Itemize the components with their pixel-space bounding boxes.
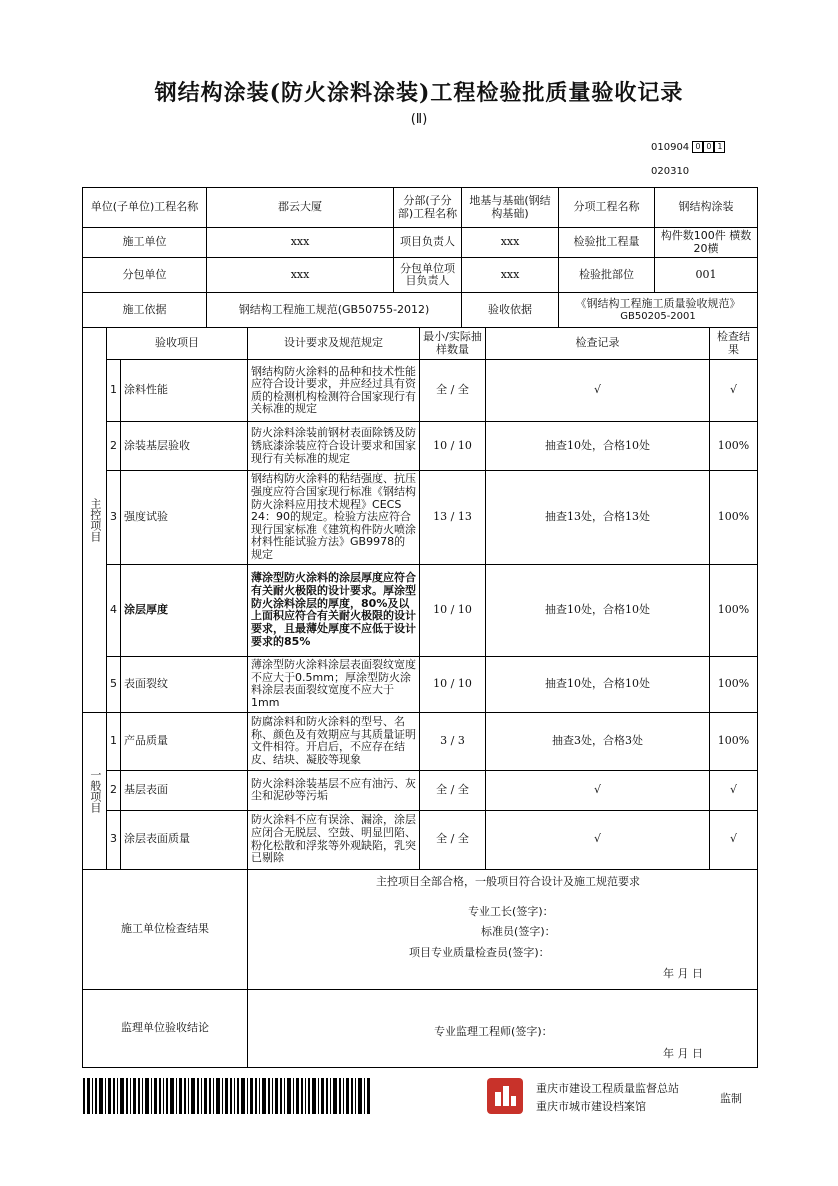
construct-label: 施工单位 — [83, 228, 207, 258]
batch-code — [651, 141, 725, 153]
item-name: 涂料性能 — [121, 360, 248, 422]
item-name: 基层表面 — [121, 770, 248, 810]
unit-label: 单位(子单位)工程名称 — [83, 188, 207, 228]
col-req: 设计要求及规范规定 — [248, 328, 420, 360]
supervision-date: 年 月 日 — [663, 1046, 704, 1060]
part-label: 检验批部位 — [559, 258, 655, 293]
item-result: √ — [710, 360, 758, 422]
item-result: 100% — [710, 712, 758, 770]
item-result: 100% — [710, 422, 758, 471]
item-req: 防腐涂料和防火涂料的型号、名称、颜色及有效期应与其质量证明文件相符。开启后，不应存在结皮、结块、凝胶等现象 — [248, 712, 420, 770]
item-sample: 13 / 13 — [420, 471, 486, 564]
item-sample: 全 / 全 — [420, 360, 486, 422]
item-no: 1 — [107, 712, 121, 770]
item-name: 表面裂纹 — [121, 656, 248, 712]
col-item: 验收项目 — [107, 328, 248, 360]
item-req: 钢结构防火涂料的粘结强度、抗压强度应符合国家现行标准《钢结构防火涂料应用技术规程》CECS 24：90的规定。检验方法应符合现行国家标准《建筑构件防火喷涂材料性能试验方法》GB9978的规定 — [248, 471, 420, 564]
document-subtitle: (Ⅱ) — [410, 112, 428, 127]
construct-value: xxx — [207, 228, 394, 258]
item-record: 抽查10处，合格10处 — [486, 656, 710, 712]
item-no: 3 — [107, 471, 121, 564]
item-sample: 全 / 全 — [420, 770, 486, 810]
footer-mark: 监制 — [720, 1092, 742, 1105]
accept-basis-line2: GB50205-2001 — [620, 310, 696, 322]
footer-org-name-2: 重庆市城市建设档案馆 — [536, 1100, 646, 1113]
item-record: √ — [486, 810, 710, 869]
item-sample: 3 / 3 — [420, 712, 486, 770]
org-logo-icon — [487, 1078, 523, 1114]
item-result: 100% — [710, 471, 758, 564]
inspection-table — [82, 187, 758, 1068]
item-sample: 10 / 10 — [420, 656, 486, 712]
foreman-sign-field[interactable]: 专业工长(签字)： — [468, 904, 554, 918]
subitem-label: 分项工程名称 — [559, 188, 655, 228]
footer-org-name-1: 重庆市建设工程质量监督总站 — [536, 1082, 679, 1095]
item-no: 4 — [107, 564, 121, 656]
item-record: √ — [486, 360, 710, 422]
batch-code-box: 0 — [692, 141, 703, 153]
item-name: 涂装基层验收 — [121, 422, 248, 471]
barcode-image — [83, 1078, 373, 1114]
item-name: 产品质量 — [121, 712, 248, 770]
unit-value: 郡云大厦 — [207, 188, 394, 228]
item-record: 抽查3处，合格3处 — [486, 712, 710, 770]
item-sample: 10 / 10 — [420, 564, 486, 656]
basis-label: 施工依据 — [83, 293, 207, 328]
item-no: 5 — [107, 656, 121, 712]
construct-check-body — [248, 869, 758, 989]
item-req: 防火涂料涂装基层不应有油污、灰尘和泥砂等污垢 — [248, 770, 420, 810]
construct-date: 年 月 日 — [663, 966, 704, 980]
inspector-sign-field[interactable]: 项目专业质量检查员(签字)： — [409, 945, 550, 959]
supervision-body — [248, 989, 758, 1067]
engineer-sign-field[interactable]: 专业监理工程师(签字)： — [434, 1024, 553, 1038]
basis-value: 钢结构工程施工规范(GB50755-2012) — [207, 293, 462, 328]
batch-qty-value: 构件数100件 横数20横 — [655, 228, 758, 258]
supervision-label: 监理单位验收结论 — [83, 989, 248, 1067]
main-group-label: 主控项目 — [83, 328, 107, 712]
item-req: 薄涂型防火涂料涂层表面裂纹宽度不应大于0.5mm；厚涂型防火涂料涂层表面裂纹宽度不应大于1mm — [248, 656, 420, 712]
item-sample: 10 / 10 — [420, 422, 486, 471]
item-req: 防火涂料涂装前钢材表面除锈及防锈底漆涂装应符合设计要求和国家现行有关标准的规定 — [248, 422, 420, 471]
col-record: 检查记录 — [486, 328, 710, 360]
item-name: 涂层厚度 — [121, 564, 248, 656]
sub-label: 分包单位 — [83, 258, 207, 293]
col-sample: 最小/实际抽样数量 — [420, 328, 486, 360]
item-req: 防火涂料不应有误涂、漏涂，涂层应闭合无脱层、空鼓、明显凹陷、粉化松散和浮浆等外观缺陷，乳突已剔除 — [248, 810, 420, 869]
division-label: 分部(子分部)工程名称 — [394, 188, 462, 228]
item-no: 2 — [107, 770, 121, 810]
col-result: 检查结果 — [710, 328, 758, 360]
item-no: 2 — [107, 422, 121, 471]
pm-value: xxx — [462, 228, 559, 258]
general-group-label: 一般项目 — [83, 712, 107, 869]
item-req: 钢结构防火涂料的品种和技术性能应符合设计要求，并应经过具有资质的检测机构检测符合国家现行有关标准的规定 — [248, 360, 420, 422]
batch-code-box: 1 — [714, 141, 725, 153]
item-req: 薄涂型防火涂料的涂层厚度应符合有关耐火极限的设计要求。厚涂型防火涂料涂层的厚度，80%及以上面积应符合有关耐火极限的设计要求，且最薄处厚度不应低于设计要求的85% — [248, 564, 420, 656]
item-result: √ — [710, 770, 758, 810]
form-code: 020310 — [651, 166, 690, 177]
pm-label: 项目负责人 — [394, 228, 462, 258]
construct-check-label: 施工单位检查结果 — [83, 869, 248, 989]
check-summary: 主控项目全部合格，一般项目符合设计及施工规范要求 — [376, 874, 641, 888]
part-value: 001 — [655, 258, 758, 293]
item-record: 抽查10处，合格10处 — [486, 564, 710, 656]
accept-basis-value — [559, 293, 758, 328]
batch-code-prefix: 010904 — [651, 142, 690, 153]
item-name: 强度试验 — [121, 471, 248, 564]
sub-value: xxx — [207, 258, 394, 293]
item-record: 抽查10处，合格10处 — [486, 422, 710, 471]
item-no: 1 — [107, 360, 121, 422]
item-sample: 全 / 全 — [420, 810, 486, 869]
batch-qty-label: 检验批工程量 — [559, 228, 655, 258]
item-record: √ — [486, 770, 710, 810]
division-value: 地基与基础(钢结构基础) — [462, 188, 559, 228]
sub-pm-value: xxx — [462, 258, 559, 293]
item-result: 100% — [710, 656, 758, 712]
sub-pm-label: 分包单位项目负责人 — [394, 258, 462, 293]
accept-basis-line1: 《钢结构工程施工质量验收规范》 — [575, 297, 741, 311]
item-result: √ — [710, 810, 758, 869]
accept-basis-label: 验收依据 — [462, 293, 559, 328]
subitem-value: 钢结构涂装 — [655, 188, 758, 228]
item-record: 抽查13处，合格13处 — [486, 471, 710, 564]
document-title: 钢结构涂装(防火涂料涂装)工程检验批质量验收记录 — [154, 80, 684, 106]
standard-sign-field[interactable]: 标准员(签字)： — [481, 924, 556, 938]
item-result: 100% — [710, 564, 758, 656]
batch-code-box: 0 — [703, 141, 714, 153]
item-no: 3 — [107, 810, 121, 869]
item-name: 涂层表面质量 — [121, 810, 248, 869]
